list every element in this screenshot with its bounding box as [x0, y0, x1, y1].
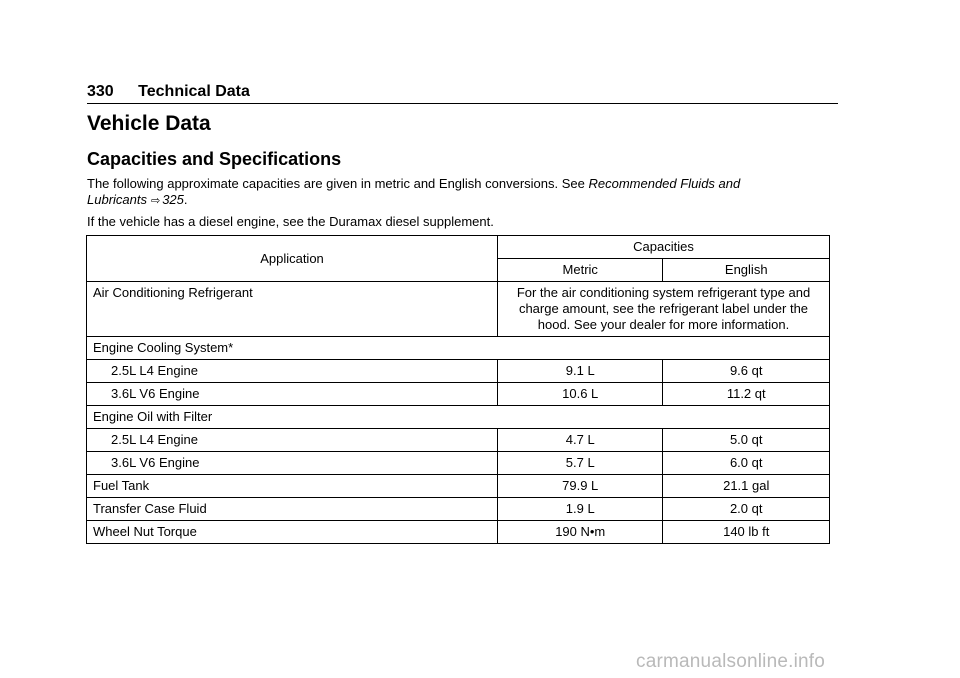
table-row [87, 429, 830, 452]
metric-value: 5.7 L [498, 452, 663, 475]
english-value: 11.2 qt [663, 383, 830, 406]
intro-end: . [183, 192, 188, 207]
group-label-cooling: Engine Cooling System* [87, 337, 830, 360]
metric-value: 10.6 L [498, 383, 663, 406]
table-row [87, 521, 830, 544]
table-row [87, 383, 830, 406]
header-application: Application [87, 236, 498, 282]
row-label: Air Conditioning Refrigerant [87, 282, 498, 337]
reference-page-number[interactable]: 325 [162, 192, 184, 207]
watermark: carmanualsonline.info [636, 651, 826, 672]
english-value: 21.1 gal [663, 475, 830, 498]
english-value: 6.0 qt [663, 452, 830, 475]
metric-value: 79.9 L [498, 475, 663, 498]
intro-paragraph [87, 176, 832, 209]
diesel-note: If the vehicle has a diesel engine, see the Duramax diesel supplement. [87, 214, 494, 229]
metric-value: 4.7 L [498, 429, 663, 452]
row-label: 3.6L V6 Engine [87, 383, 498, 406]
row-label: Wheel Nut Torque [87, 521, 498, 544]
table-row [87, 475, 830, 498]
table-row [87, 337, 830, 360]
row-label: Transfer Case Fluid [87, 498, 498, 521]
english-value: 140 lb ft [663, 521, 830, 544]
header-metric: Metric [498, 259, 663, 282]
section-title: Vehicle Data [87, 112, 211, 135]
ac-refrigerant-note: For the air conditioning system refrigerant type and charge amount, see the refrigerant label under the hood. See your dealer for more information. [498, 282, 830, 337]
row-label: 3.6L V6 Engine [87, 452, 498, 475]
metric-value: 9.1 L [498, 360, 663, 383]
group-label-oil: Engine Oil with Filter [87, 406, 830, 429]
english-value: 5.0 qt [663, 429, 830, 452]
chapter-title: Technical Data [138, 83, 250, 100]
metric-value: 1.9 L [498, 498, 663, 521]
capacities-table [86, 235, 830, 544]
table-row [87, 498, 830, 521]
page-reference-icon: ⇨ [150, 195, 161, 207]
page-header [87, 82, 838, 104]
english-value: 9.6 qt [663, 360, 830, 383]
header-english: English [663, 259, 830, 282]
intro-text: The following approximate capacities are given in metric and English conversions. See [87, 176, 589, 191]
page-number: 330 [87, 83, 114, 100]
subsection-title: Capacities and Specifications [87, 149, 342, 169]
metric-value: 190 N•m [498, 521, 663, 544]
english-value: 2.0 qt [663, 498, 830, 521]
table-header-row [87, 236, 830, 259]
row-label: Fuel Tank [87, 475, 498, 498]
fluids-reference-link[interactable]: Recommended Fluids and Lubricants [87, 176, 741, 207]
table-row [87, 452, 830, 475]
header-capacities: Capacities [498, 236, 830, 259]
table-row [87, 406, 830, 429]
row-label: 2.5L L4 Engine [87, 360, 498, 383]
table-row [87, 360, 830, 383]
table-row [87, 282, 830, 337]
row-label: 2.5L L4 Engine [87, 429, 498, 452]
